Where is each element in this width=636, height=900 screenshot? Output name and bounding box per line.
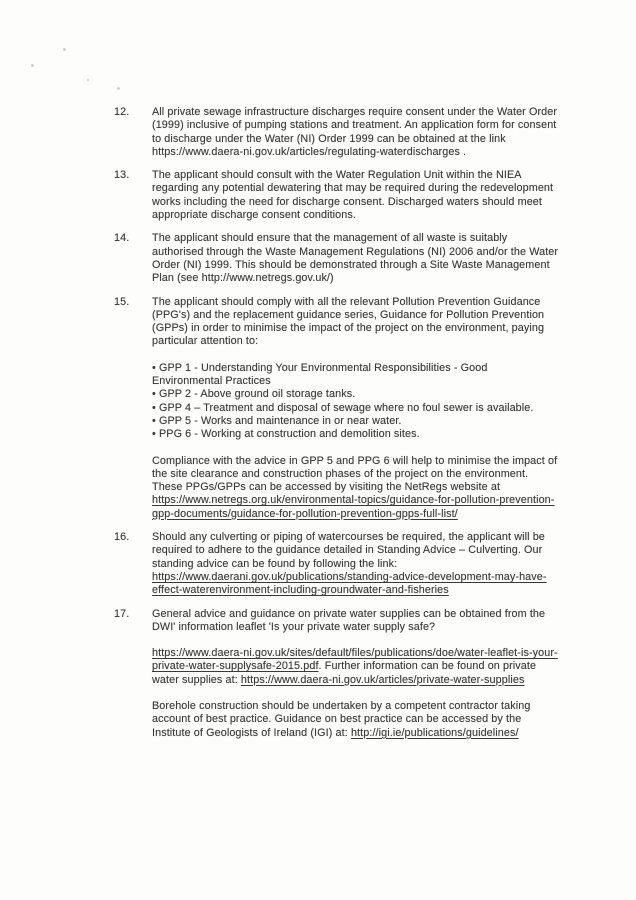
conditions-list <box>114 106 560 750</box>
paragraph-text: All private sewage infrastructure discharges require consent under the Water Order (1999) inclusive of pumping stations and treatment. An application form for consent to discharge under the Water (NI) Order 1999 can be obtained at the link https://www.daera-ni.gov.uk/articles/regulating-waterdischarges . <box>152 106 558 158</box>
text-block <box>152 232 560 285</box>
paragraph-body <box>152 608 560 740</box>
bullet-item: • GPP 5 - Works and maintenance in or near water. <box>152 414 402 427</box>
paragraph-body <box>152 296 560 521</box>
bullet-item: • GPP 4 – Treatment and disposal of sewage where no foul sewer is available. <box>152 401 534 414</box>
paragraph-body <box>152 531 560 597</box>
bullet-item: • GPP 2 - Above ground oil storage tanks. <box>152 388 356 401</box>
text-block <box>152 608 560 635</box>
paragraph-number: 13. <box>114 169 130 182</box>
scan-speck <box>87 79 89 81</box>
text-block <box>152 169 560 222</box>
numbered-paragraph <box>114 232 560 285</box>
paragraph-number: 17. <box>114 607 130 620</box>
paragraph-number: 12. <box>114 106 130 118</box>
text-block <box>152 531 560 597</box>
numbered-paragraph <box>114 296 560 521</box>
numbered-paragraph <box>114 169 560 222</box>
paragraph-body <box>152 232 560 285</box>
numbered-paragraph <box>114 106 560 159</box>
bullet-list <box>152 362 560 442</box>
paragraph-number: 14. <box>114 232 130 245</box>
scan-speck <box>63 48 66 51</box>
hyperlink[interactable]: https://www.daera-ni.gov.uk/articles/private-water-supplies <box>240 673 525 686</box>
text-block <box>152 296 560 349</box>
paragraph-text: . Further information can be found on private water supplies at: <box>152 660 537 686</box>
numbered-paragraph <box>114 531 560 597</box>
paragraph-text: Compliance with the advice in GPP 5 and PPG 6 will help to minimise the impact of the site clearance and construction phases of the project on the environment. These PPGs/GPPs can be accessed by visiting the NetRegs website at <box>152 454 558 494</box>
hyperlink[interactable]: https://www.daerani.gov.uk/publications/standing-advice-development-may-have-effect-waterenvironment-including-groundwater-and-fisheries <box>152 570 547 597</box>
paragraph-body <box>152 106 560 159</box>
hyperlink[interactable]: https://www.daera-ni.gov.uk/sites/default/files/publications/doe/water-leaflet-is-your-private-water-supplysafe-2015.pdf <box>152 647 558 673</box>
paragraph-text: Borehole construction should be undertaken by a competent contractor taking account of best practice. Guidance on best practice can be accessed by the Institute of Geologists of Ireland (IGI) at: <box>152 699 531 739</box>
scan-speck <box>117 87 120 90</box>
text-block <box>152 700 560 740</box>
scan-speck <box>31 64 34 67</box>
bullet-item: • GPP 1 - Understanding Your Environmental Responsibilities - Good Environmental Practices <box>152 361 488 388</box>
text-block <box>152 106 560 159</box>
text-block <box>152 647 560 687</box>
paragraph-body <box>152 169 560 222</box>
paragraph-text: The applicant should consult with the Water Regulation Unit within the NIEA regarding any potential dewatering that may be required during the redevelopment works including the need for discharge consent. Discharged waters should meet appropriate discharge consent conditions. <box>152 169 554 222</box>
paragraph-text: The applicant should ensure that the management of all waste is suitably authorised through the Waste Management Regulations (NI) 2006 and/or the Water Order (NI) 1999. This should be demonstrated through a Site Waste Management Plan (see http://www.netregs.gov.uk/) <box>152 232 559 285</box>
paragraph-number: 16. <box>114 531 130 544</box>
bullet-item: • PPG 6 - Working at construction and demolition sites. <box>152 428 420 441</box>
text-block <box>152 455 560 521</box>
paragraph-text: The applicant should comply with all the relevant Pollution Prevention Guidance (PPG's) and the replacement guidance series, Guidance for Pollution Prevention (GPPs) in order to minimise the impact of the project on the environment, paying particular attention to: <box>152 295 545 348</box>
paragraph-text: General advice and guidance on private water supplies can be obtained from the DWI' information leaflet 'Is your private water supply safe? <box>152 607 546 633</box>
numbered-paragraph <box>114 608 560 740</box>
paragraph-number: 15. <box>114 295 130 308</box>
paragraph-text: Should any culverting or piping of watercourses be required, the applicant will be required to adhere to the guidance detailed in Standing Advice – Culverting. Our standing advice can be found by following the link: <box>152 531 545 570</box>
hyperlink[interactable]: http://igi.ie/publications/guidelines/ <box>350 726 519 739</box>
hyperlink[interactable]: https://www.netregs.org.uk/environmental-topics/guidance-for-pollution-prevention-gpp-documents/guidance-for-pollution-prevention-gpps-full-list/ <box>152 494 555 520</box>
